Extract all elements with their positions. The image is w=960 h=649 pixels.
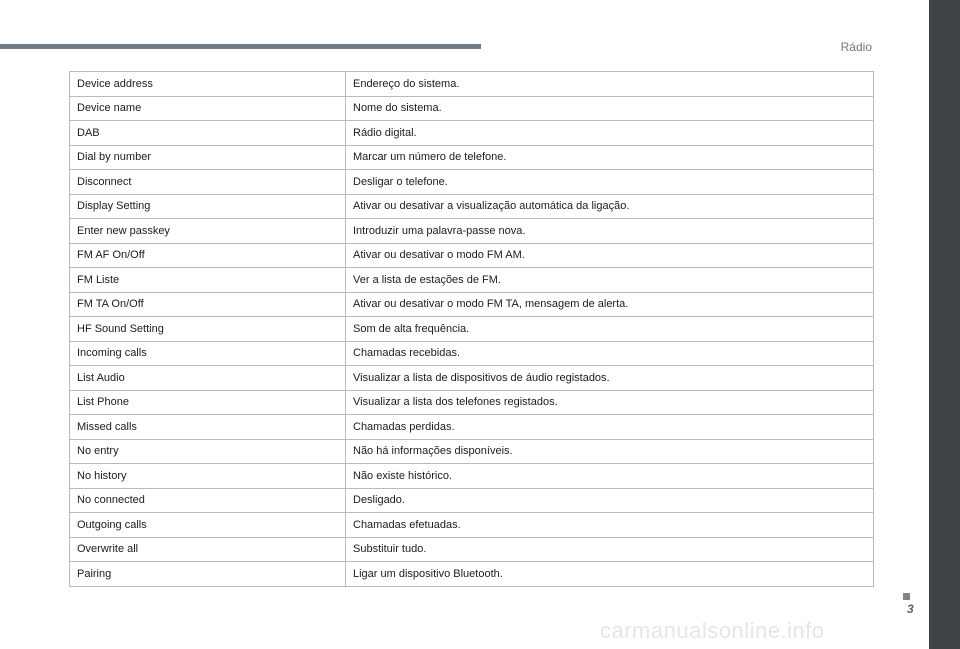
table-row xyxy=(70,194,874,219)
glossary-table-body xyxy=(70,72,874,587)
term-cell: Device address xyxy=(70,72,346,97)
description-cell: Endereço do sistema. xyxy=(346,72,874,97)
description-cell: Chamadas recebidas. xyxy=(346,341,874,366)
glossary-table xyxy=(69,71,874,587)
table-row xyxy=(70,488,874,513)
description-cell: Chamadas efetuadas. xyxy=(346,513,874,538)
table-row xyxy=(70,366,874,391)
term-cell: Device name xyxy=(70,96,346,121)
term-cell: HF Sound Setting xyxy=(70,317,346,342)
table-row xyxy=(70,513,874,538)
description-cell: Substituir tudo. xyxy=(346,537,874,562)
description-cell: Ativar ou desativar o modo FM AM. xyxy=(346,243,874,268)
term-cell: Missed calls xyxy=(70,415,346,440)
term-cell: FM TA On/Off xyxy=(70,292,346,317)
table-row xyxy=(70,72,874,97)
description-cell: Marcar um número de telefone. xyxy=(346,145,874,170)
term-cell: No history xyxy=(70,464,346,489)
description-cell: Não há informações disponíveis. xyxy=(346,439,874,464)
table-row xyxy=(70,268,874,293)
table-row xyxy=(70,562,874,587)
term-cell: Dial by number xyxy=(70,145,346,170)
description-cell: Chamadas perdidas. xyxy=(346,415,874,440)
description-cell: Ver a lista de estações de FM. xyxy=(346,268,874,293)
term-cell: No entry xyxy=(70,439,346,464)
table-row xyxy=(70,390,874,415)
description-cell: Som de alta frequência. xyxy=(346,317,874,342)
description-cell: Visualizar a lista de dispositivos de áudio registados. xyxy=(346,366,874,391)
table-row xyxy=(70,145,874,170)
term-cell: Outgoing calls xyxy=(70,513,346,538)
table-row xyxy=(70,121,874,146)
term-cell: List Phone xyxy=(70,390,346,415)
page-number: 3 xyxy=(907,602,914,616)
description-cell: Desligado. xyxy=(346,488,874,513)
description-cell: Ativar ou desativar o modo FM TA, mensagem de alerta. xyxy=(346,292,874,317)
term-cell: Overwrite all xyxy=(70,537,346,562)
table-row xyxy=(70,464,874,489)
table-row xyxy=(70,537,874,562)
term-cell: No connected xyxy=(70,488,346,513)
term-cell: DAB xyxy=(70,121,346,146)
section-title: Rádio xyxy=(840,40,872,54)
description-cell: Nome do sistema. xyxy=(346,96,874,121)
table-row xyxy=(70,170,874,195)
term-cell: Display Setting xyxy=(70,194,346,219)
term-cell: List Audio xyxy=(70,366,346,391)
watermark-text: carmanualsonline.info xyxy=(600,618,825,643)
term-cell: Disconnect xyxy=(70,170,346,195)
term-cell: Enter new passkey xyxy=(70,219,346,244)
table-row xyxy=(70,415,874,440)
table-row xyxy=(70,219,874,244)
header-rule xyxy=(0,44,481,49)
description-cell: Ativar ou desativar a visualização automática da ligação. xyxy=(346,194,874,219)
description-cell: Desligar o telefone. xyxy=(346,170,874,195)
term-cell: FM Liste xyxy=(70,268,346,293)
term-cell: Pairing xyxy=(70,562,346,587)
term-cell: FM AF On/Off xyxy=(70,243,346,268)
description-cell: Visualizar a lista dos telefones registados. xyxy=(346,390,874,415)
description-cell: Não existe histórico. xyxy=(346,464,874,489)
description-cell: Rádio digital. xyxy=(346,121,874,146)
side-tab xyxy=(929,0,960,649)
table-row xyxy=(70,341,874,366)
page-marker-square xyxy=(903,593,910,600)
table-row xyxy=(70,96,874,121)
term-cell: Incoming calls xyxy=(70,341,346,366)
table-row xyxy=(70,292,874,317)
table-row xyxy=(70,439,874,464)
table-row xyxy=(70,243,874,268)
description-cell: Introduzir uma palavra-passe nova. xyxy=(346,219,874,244)
description-cell: Ligar um dispositivo Bluetooth. xyxy=(346,562,874,587)
table-row xyxy=(70,317,874,342)
